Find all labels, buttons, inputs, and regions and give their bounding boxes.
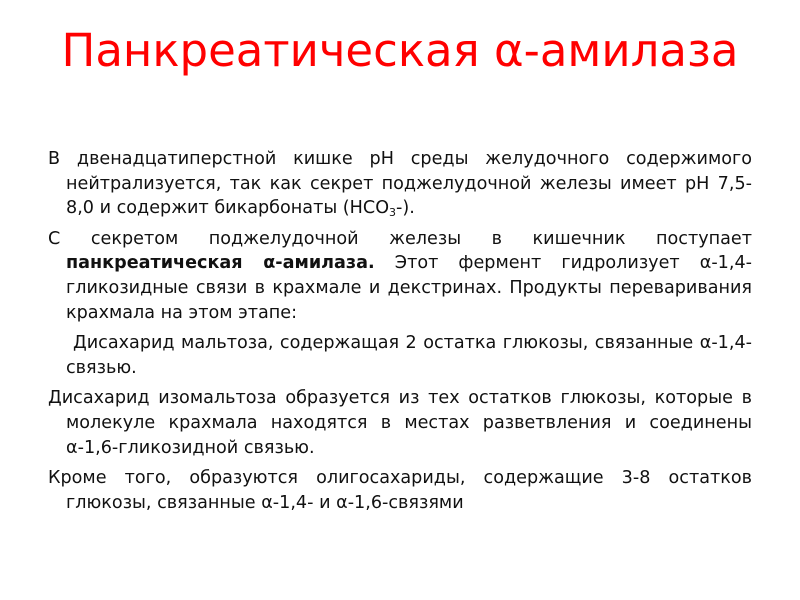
amylase-term: панкреатическая α-амилаза. bbox=[66, 253, 375, 274]
bicarbonate-subscript: 3 bbox=[389, 206, 397, 220]
paragraph-maltose-text: Дисахарид мальтоза, содержащая 2 остатка глюкозы, связанные α-1,4-связью. bbox=[66, 333, 752, 378]
paragraph-ph-text: В двенадцатиперстной кишке pH среды желудочного содержимого нейтрализуется, так как секрет поджелудочной железы имеет pH 7,5-8,0 и содержит бикарбонаты (НСО bbox=[48, 149, 752, 219]
slide-body bbox=[48, 147, 752, 521]
slide-title: Панкреатическая α-амилаза bbox=[61, 24, 739, 77]
paragraph-oligosaccharides bbox=[48, 466, 752, 515]
paragraph-isomaltose-text: Дисахарид изомальтоза образуется из тех остатков глюкозы, которые в молекуле крахмала находятся в местах разветвления и соединены α-1,6-гликозидной связью. bbox=[48, 388, 752, 458]
paragraph-amylase-text: С секретом поджелудочной железы в кишечник поступает bbox=[48, 228, 752, 249]
paragraph-oligosaccharides-text: Кроме того, образуются олигосахариды, содержащие 3-8 остатков глюкозы, связанные α-1,4- и α-1,6-связями bbox=[48, 468, 752, 513]
paragraph-isomaltose bbox=[48, 386, 752, 460]
paragraph-ph-text-end: -). bbox=[396, 198, 415, 219]
paragraph-amylase bbox=[48, 227, 752, 325]
paragraph-amylase-text-end: Этот фермент гидролизует α-1,4-гликозидные связи в крахмале и декстринах. Продукты переваривания крахмала на этом этапе: bbox=[66, 253, 752, 323]
paragraph-ph-neutralization bbox=[48, 147, 752, 221]
paragraph-maltose bbox=[48, 331, 752, 380]
